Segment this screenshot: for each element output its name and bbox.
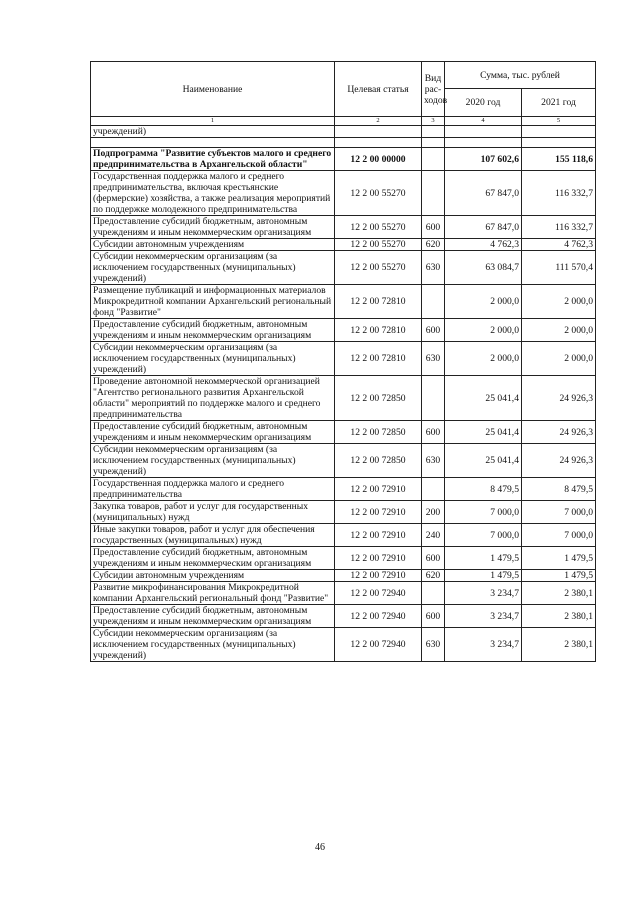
row-target-code: 12 2 00 72850 [335, 376, 422, 421]
row-amount-2020: 67 847,0 [445, 216, 522, 239]
row-amount-2021: 7 000,0 [522, 524, 596, 547]
row-expense-type: 630 [422, 251, 445, 285]
row-target-code: 12 2 00 55270 [335, 171, 422, 216]
row-amount-2021: 8 479,5 [522, 478, 596, 501]
row-target-code: 12 2 00 72910 [335, 501, 422, 524]
row-target-code: 12 2 00 72910 [335, 547, 422, 570]
row-expense-type [422, 148, 445, 171]
header-name: Наименование [91, 62, 335, 117]
row-target-code: 12 2 00 55270 [335, 239, 422, 251]
table-row [91, 478, 596, 501]
page-number: 46 [315, 842, 325, 853]
row-amount-2021: 2 000,0 [522, 342, 596, 376]
row-name: Предоставление субсидий бюджетным, автономным учреждениям и иным некоммерческим организациям [91, 547, 335, 570]
row-name: Субсидии некоммерческим организациям (за исключением государственных (муниципальных) учреждений) [91, 628, 335, 662]
column-number: 3 [422, 117, 445, 126]
row-expense-type: 600 [422, 319, 445, 342]
row-name: Иные закупки товаров, работ и услуг для обеспечения государственных (муниципальных) нужд [91, 524, 335, 547]
table-row [91, 239, 596, 251]
row-amount-2021: 7 000,0 [522, 501, 596, 524]
row-expense-type [422, 478, 445, 501]
row-amount-2020: 3 234,7 [445, 628, 522, 662]
continuation-row [91, 126, 596, 138]
row-amount-2020: 3 234,7 [445, 582, 522, 605]
row-amount-2021: 24 926,3 [522, 421, 596, 444]
row-amount-2021: 2 000,0 [522, 319, 596, 342]
row-name: Предоставление субсидий бюджетным, автономным учреждениям и иным некоммерческим организациям [91, 421, 335, 444]
row-target-code: 12 2 00 00000 [335, 148, 422, 171]
table-row [91, 570, 596, 582]
row-target-code: 12 2 00 72940 [335, 628, 422, 662]
row-name: Предоставление субсидий бюджетным, автономным учреждениям и иным некоммерческим организациям [91, 319, 335, 342]
row-expense-type: 620 [422, 570, 445, 582]
row-amount-2021: 2 380,1 [522, 628, 596, 662]
row-target-code: 12 2 00 72940 [335, 582, 422, 605]
row-expense-type: 600 [422, 547, 445, 570]
row-name: Субсидии некоммерческим организациям (за исключением государственных (муниципальных) учреждений) [91, 251, 335, 285]
continuation-text: учреждений) [91, 126, 335, 138]
row-amount-2021: 4 762,3 [522, 239, 596, 251]
row-expense-type: 630 [422, 628, 445, 662]
row-amount-2020: 1 479,5 [445, 570, 522, 582]
row-amount-2021: 24 926,3 [522, 376, 596, 421]
row-target-code: 12 2 00 72810 [335, 285, 422, 319]
row-amount-2020: 8 479,5 [445, 478, 522, 501]
spacer-row [91, 138, 596, 148]
row-amount-2020: 4 762,3 [445, 239, 522, 251]
table-row [91, 582, 596, 605]
table-row [91, 524, 596, 547]
row-amount-2020: 63 084,7 [445, 251, 522, 285]
row-target-code: 12 2 00 55270 [335, 251, 422, 285]
row-name: Проведение автономной некоммерческой организацией "Агентство регионального развития Архангельской области" мероприятий по поддержке малого и среднего предпринимательства [91, 376, 335, 421]
row-target-code: 12 2 00 72910 [335, 524, 422, 547]
table-row [91, 216, 596, 239]
row-amount-2020: 3 234,7 [445, 605, 522, 628]
row-amount-2020: 25 041,4 [445, 421, 522, 444]
row-expense-type: 600 [422, 216, 445, 239]
row-target-code: 12 2 00 72850 [335, 444, 422, 478]
row-amount-2021: 1 479,5 [522, 570, 596, 582]
row-target-code: 12 2 00 72850 [335, 421, 422, 444]
row-amount-2020: 107 602,6 [445, 148, 522, 171]
row-expense-type: 620 [422, 239, 445, 251]
row-name: Развитие микрофинансирования Микрокредитной компании Архангельский региональный фонд "Развитие" [91, 582, 335, 605]
row-name: Субсидии некоммерческим организациям (за исключением государственных (муниципальных) учреждений) [91, 342, 335, 376]
row-amount-2020: 2 000,0 [445, 285, 522, 319]
row-amount-2020: 67 847,0 [445, 171, 522, 216]
table-row [91, 605, 596, 628]
row-amount-2021: 2 000,0 [522, 285, 596, 319]
row-amount-2021: 2 380,1 [522, 582, 596, 605]
table-row [91, 251, 596, 285]
column-number: 1 [91, 117, 335, 126]
row-target-code: 12 2 00 72910 [335, 478, 422, 501]
column-number-row [91, 117, 596, 126]
row-name: Закупка товаров, работ и услуг для государственных (муниципальных) нужд [91, 501, 335, 524]
table-row [91, 547, 596, 570]
row-target-code: 12 2 00 72910 [335, 570, 422, 582]
header-code: Целевая статья [335, 62, 422, 117]
row-amount-2020: 7 000,0 [445, 501, 522, 524]
row-amount-2021: 1 479,5 [522, 547, 596, 570]
table-row [91, 376, 596, 421]
row-amount-2021: 116 332,7 [522, 171, 596, 216]
row-name: Субсидии автономным учреждениям [91, 570, 335, 582]
row-name: Государственная поддержка малого и среднего предпринимательства [91, 478, 335, 501]
column-number: 2 [335, 117, 422, 126]
row-expense-type [422, 171, 445, 216]
row-name: Субсидии автономным учреждениям [91, 239, 335, 251]
table-row [91, 421, 596, 444]
table-row [91, 148, 596, 171]
row-expense-type: 630 [422, 342, 445, 376]
table-row [91, 628, 596, 662]
table-row [91, 285, 596, 319]
row-target-code: 12 2 00 72810 [335, 319, 422, 342]
row-expense-type: 600 [422, 421, 445, 444]
header-year-2021: 2021 год [522, 89, 596, 117]
row-amount-2020: 7 000,0 [445, 524, 522, 547]
table-row [91, 444, 596, 478]
row-amount-2020: 2 000,0 [445, 342, 522, 376]
row-target-code: 12 2 00 55270 [335, 216, 422, 239]
row-expense-type [422, 376, 445, 421]
row-amount-2020: 25 041,4 [445, 376, 522, 421]
row-amount-2021: 116 332,7 [522, 216, 596, 239]
row-name: Подпрограмма "Развитие субъектов малого и среднего предпринимательства в Архангельской области" [91, 148, 335, 171]
row-amount-2020: 2 000,0 [445, 319, 522, 342]
row-name: Предоставление субсидий бюджетным, автономным учреждениям и иным некоммерческим организациям [91, 605, 335, 628]
row-target-code: 12 2 00 72810 [335, 342, 422, 376]
row-name: Субсидии некоммерческим организациям (за исключением государственных (муниципальных) учреждений) [91, 444, 335, 478]
table-row [91, 319, 596, 342]
row-expense-type [422, 582, 445, 605]
column-number: 4 [445, 117, 522, 126]
row-amount-2021: 155 118,6 [522, 148, 596, 171]
row-name: Государственная поддержка малого и среднего предпринимательства, включая крестьянские (фермерские) хозяйства, а также реализация мероприятий по поддержке молодежного предпринимательства [91, 171, 335, 216]
column-number: 5 [522, 117, 596, 126]
table-row [91, 342, 596, 376]
row-amount-2021: 111 570,4 [522, 251, 596, 285]
header-expense-type: Вид рас-ходов [422, 62, 445, 117]
row-name: Размещение публикаций и информационных материалов Микрокредитной компании Архангельский региональный фонд "Развитие" [91, 285, 335, 319]
row-amount-2021: 2 380,1 [522, 605, 596, 628]
row-amount-2021: 24 926,3 [522, 444, 596, 478]
row-expense-type [422, 285, 445, 319]
row-name: Предоставление субсидий бюджетным, автономным учреждениям и иным некоммерческим организациям [91, 216, 335, 239]
row-target-code: 12 2 00 72940 [335, 605, 422, 628]
row-expense-type: 630 [422, 444, 445, 478]
table-row [91, 501, 596, 524]
row-expense-type: 240 [422, 524, 445, 547]
row-amount-2020: 25 041,4 [445, 444, 522, 478]
row-expense-type: 600 [422, 605, 445, 628]
budget-table [90, 61, 596, 662]
header-year-2020: 2020 год [445, 89, 522, 117]
table-row [91, 171, 596, 216]
header-sum: Сумма, тыс. рублей [445, 62, 596, 89]
row-amount-2020: 1 479,5 [445, 547, 522, 570]
row-expense-type: 200 [422, 501, 445, 524]
